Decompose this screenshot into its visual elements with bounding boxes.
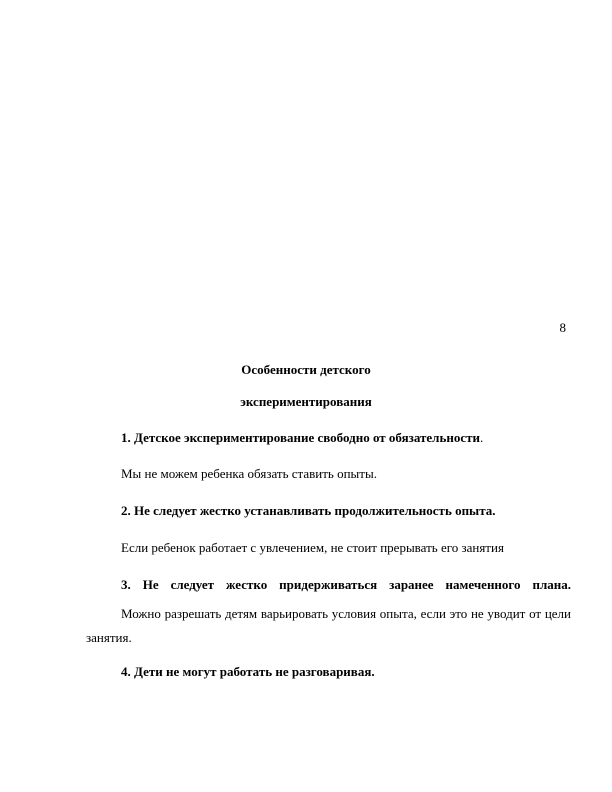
principle-3-explanation (86, 602, 571, 650)
principle-1 (86, 430, 571, 446)
section-title-line-2: экспериментирования (240, 394, 372, 409)
principle-3-explanation-text: Можно разрешать детям варьировать условия опыта, если это не уводит от цели занятия. (86, 606, 571, 645)
principle-1-heading: 1. Детское экспериментирование свободно от обязательности (121, 430, 480, 445)
principle-2-heading: 2. Не следует жестко устанавливать продолжительность опыта. (121, 503, 496, 518)
principle-2-explanation: Если ребенок работает с увлечением, не стоит прерывать его занятия (121, 540, 504, 555)
principle-4-heading: 4. Дети не могут работать не разговаривая. (121, 664, 375, 679)
principle-3-heading: 3. Не следует жестко придерживаться заранее намеченного плана. (121, 577, 571, 592)
section-title-line-1: Особенности детского (241, 362, 371, 377)
principle-1-explanation: Мы не можем ребенка обязать ставить опыты. (121, 466, 377, 481)
page-number: 8 (559, 320, 566, 335)
principle-1-period: . (479, 430, 484, 445)
